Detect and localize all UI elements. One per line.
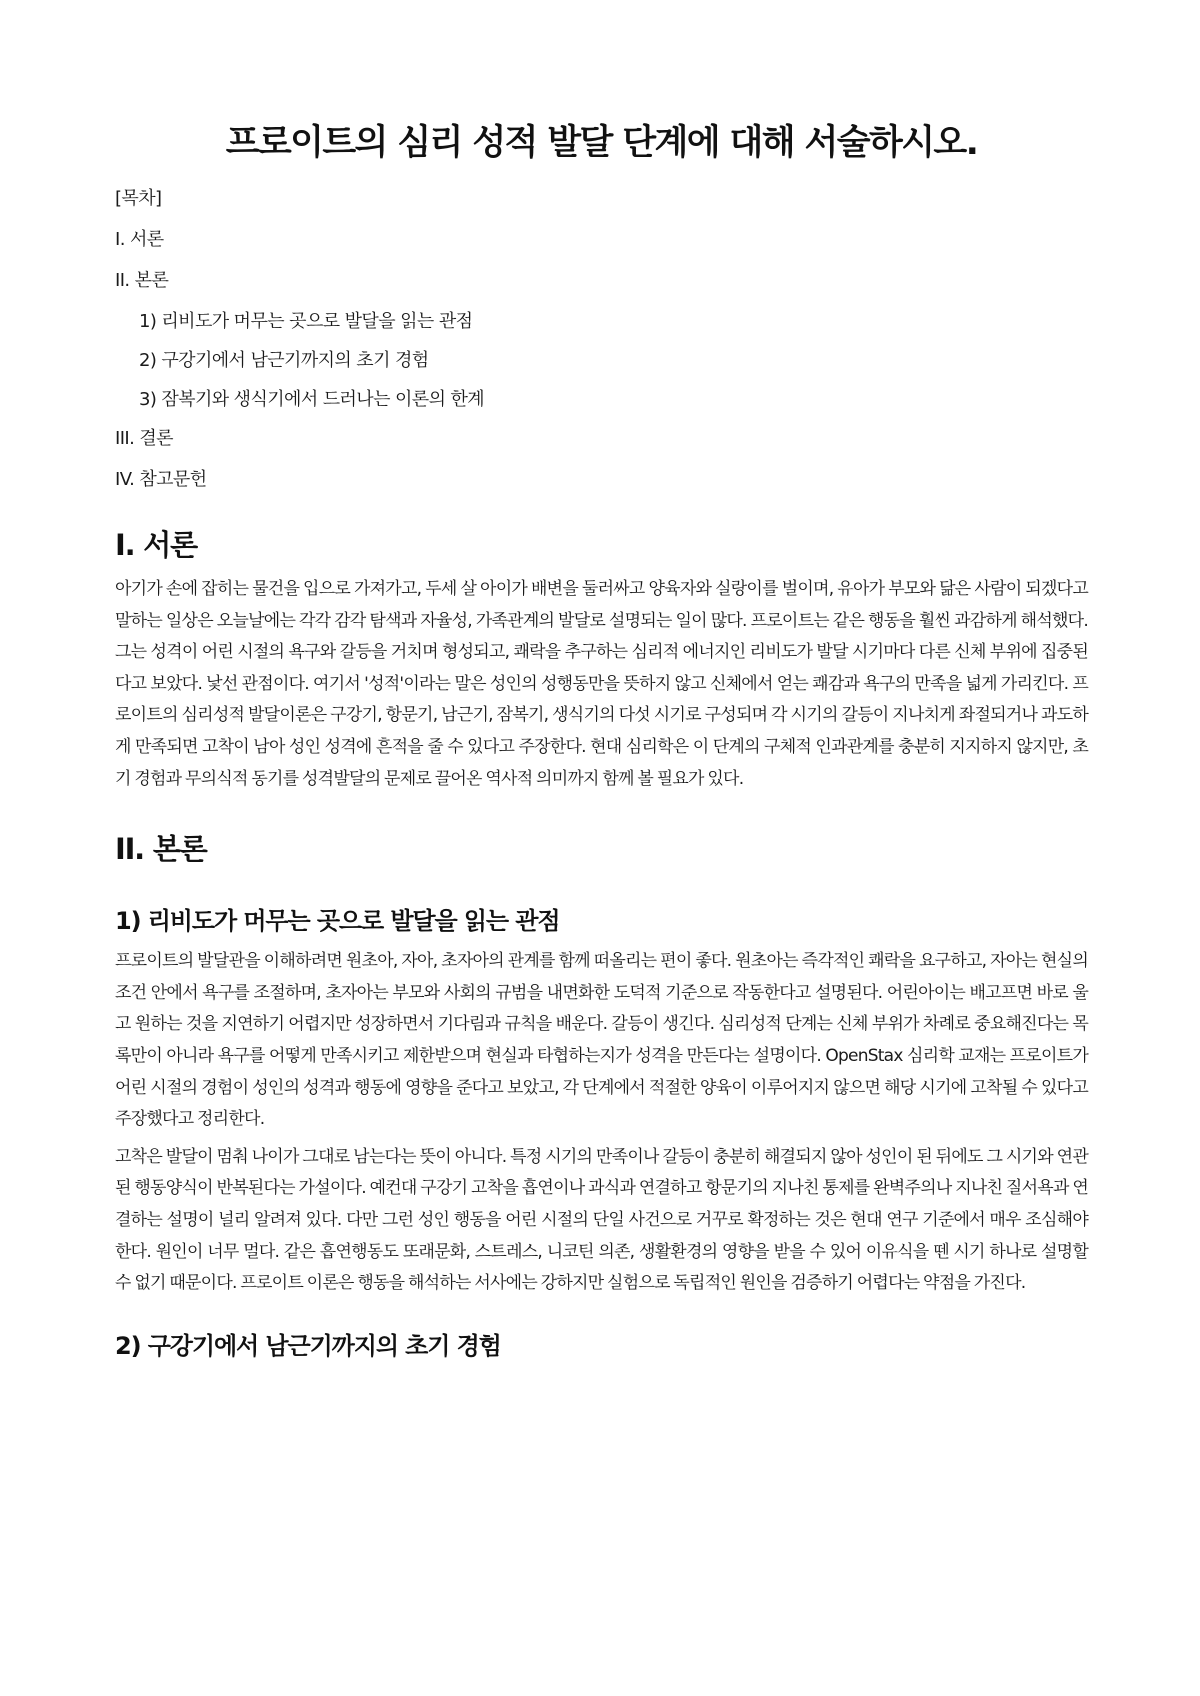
section-heading-introduction: I. 서론 bbox=[115, 528, 197, 562]
section-heading-body: II. 본론 bbox=[115, 832, 207, 867]
toc-item: I. 서론 bbox=[115, 229, 164, 250]
toc-heading: [목차] bbox=[115, 188, 162, 209]
subsection-heading-1: 1) 리비도가 머무는 곳으로 발달을 읽는 관점 bbox=[115, 907, 560, 936]
toc-item: II. 본론 bbox=[115, 270, 169, 291]
table-of-contents bbox=[115, 187, 1088, 492]
body-paragraph: 프로이트의 발달관을 이해하려면 원초아, 자아, 초자아의 관계를 함께 떠올리는 편이 좋다. 원초아는 즉각적인 쾌락을 요구하고, 자아는 현실의 조건 안에서 욕구를 조절하며, 초자아는 부모와 사회의 규범을 내면화한 도덕적 기준으로 작동한다고 설명된다. 어린아이는 배고프면 바로 울고 원하는 것을 지연하기 어렵지만 성장하면서 기다림과 규칙을 배운다. 갈등이 생긴다. 심리성적 단계는 신체 부위가 차례로 중요해진다는 목록만이 아니라 욕구를 어떻게 만족시키고 제한받으며 현실과 타협하는지가 성격을 만든다는 설명이다. OpenStax 심리학 교재는 프로이트가 어린 시절의 경험이 성인의 성격과 행동에 영향을 준다고 보았고, 각 단계에서 적절한 양육이 이루어지지 않으면 해당 시기에 고착될 수 있다고 주장했다고 정리한다. bbox=[115, 951, 1088, 1130]
toc-item: III. 결론 bbox=[115, 428, 173, 449]
toc-subitem: 2) 구강기에서 남근기까지의 초기 경험 bbox=[139, 350, 429, 371]
toc-subitem: 3) 잠복기와 생식기에서 드러나는 이론의 한계 bbox=[139, 389, 485, 410]
toc-item: IV. 참고문헌 bbox=[115, 469, 207, 490]
subsection-heading-2: 2) 구강기에서 남근기까지의 초기 경험 bbox=[115, 1331, 501, 1360]
toc-subitem: 1) 리비도가 머무는 곳으로 발달을 읽는 관점 bbox=[139, 311, 473, 332]
document-title: 프로이트의 심리 성적 발달 단계에 대해 서술하시오. bbox=[225, 123, 978, 163]
introduction-paragraph: 아기가 손에 잡히는 물건을 입으로 가져가고, 두세 살 아이가 배변을 둘러싸고 양육자와 실랑이를 벌이며, 유아가 부모와 닮은 사람이 되겠다고 말하는 일상은 오늘날에는 각각 감각 탐색과 자율성, 가족관계의 발달로 설명되는 일이 많다. 프로이트는 같은 행동을 훨씬 과감하게 해석했다. 그는 성격이 어린 시절의 욕구와 갈등을 거치며 형성되고, 쾌락을 추구하는 심리적 에너지인 리비도가 발달 시기마다 다른 신체 부위에 집중된다고 보았다. 낯선 관점이다. 여기서 '성적'이라는 말은 성인의 성행동만을 뜻하지 않고 신체에서 얻는 쾌감과 욕구의 만족을 넓게 가리킨다. 프로이트의 심리성적 발달이론은 구강기, 항문기, 남근기, 잠복기, 생식기의 다섯 시기로 구성되며 각 시기의 갈등이 지나치게 좌절되거나 과도하게 만족되면 고착이 남아 성인 성격에 흔적을 줄 수 있다고 주장한다. 현대 심리학은 이 단계의 구체적 인과관계를 충분히 지지하지 않지만, 초기 경험과 무의식적 동기를 성격발달의 문제로 끌어온 역사적 의미까지 함께 볼 필요가 있다. bbox=[115, 579, 1088, 789]
body-paragraph: 고착은 발달이 멈춰 나이가 그대로 남는다는 뜻이 아니다. 특정 시기의 만족이나 갈등이 충분히 해결되지 않아 성인이 된 뒤에도 그 시기와 연관된 행동양식이 반복된다는 가설이다. 예컨대 구강기 고착을 흡연이나 과식과 연결하고 항문기의 지나친 통제를 완벽주의나 지나친 질서욕과 연결하는 설명이 널리 알려져 있다. 다만 그런 성인 행동을 어린 시절의 단일 사건으로 거꾸로 확정하는 것은 현대 연구 기준에서 매우 조심해야 한다. 원인이 너무 멀다. 같은 흡연행동도 또래문화, 스트레스, 니코틴 의존, 생활환경의 영향을 받을 수 있어 이유식을 뗀 시기 하나로 설명할 수 없기 때문이다. 프로이트 이론은 행동을 해석하는 서사에는 강하지만 실험으로 독립적인 원인을 검증하기 어렵다는 약점을 가진다. bbox=[115, 1146, 1088, 1294]
